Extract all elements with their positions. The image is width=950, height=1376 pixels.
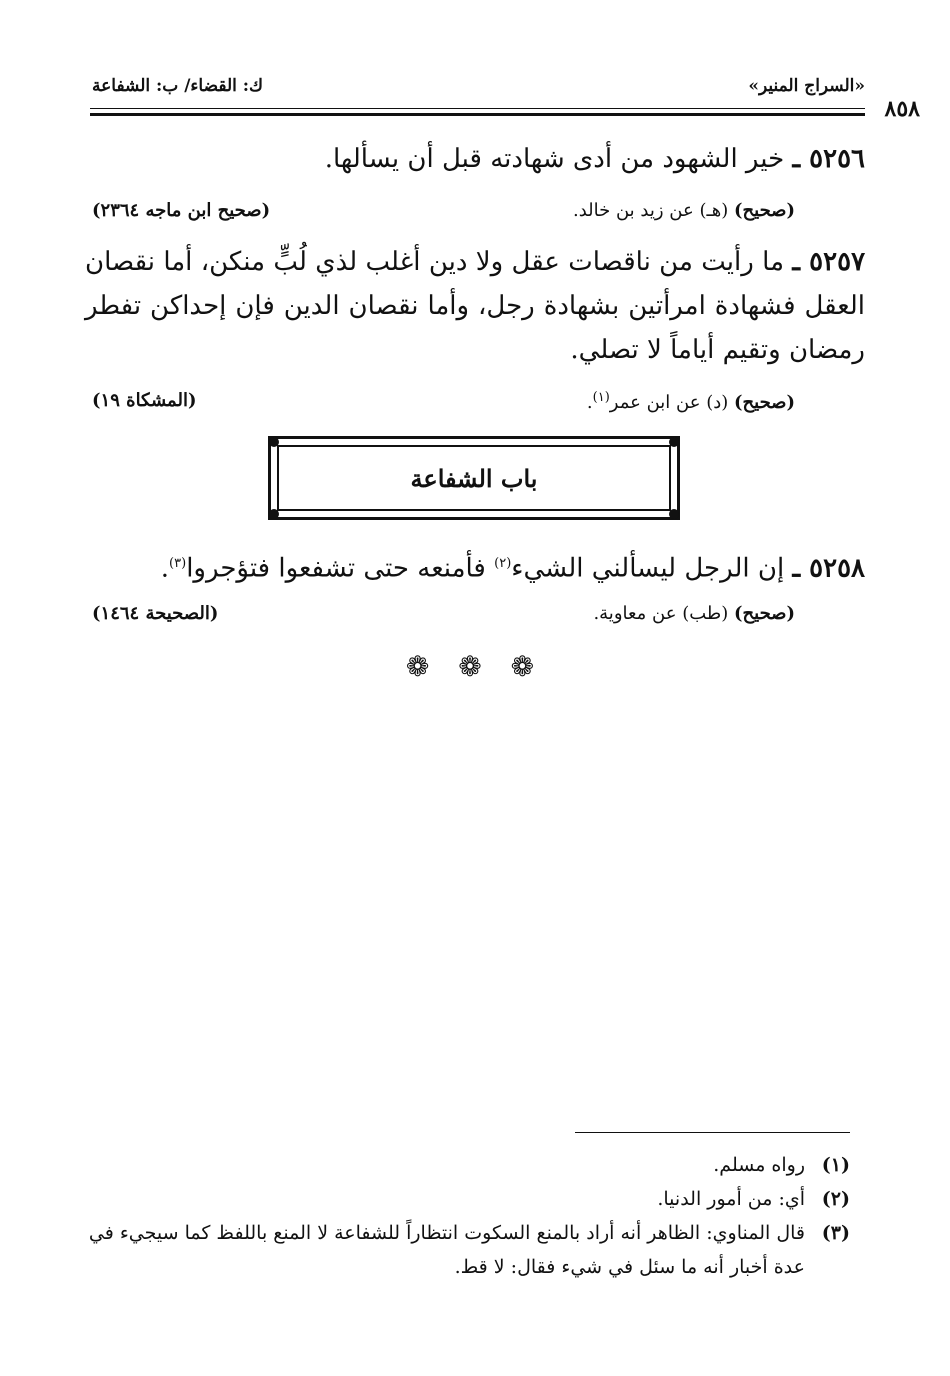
chapter-heading-frame	[268, 436, 680, 520]
hadith-5256-source	[92, 200, 865, 226]
source-reference: (الصحيحة ١٤٦٤)	[92, 603, 219, 624]
section-end-ornaments: ❁ ❁ ❁	[405, 650, 545, 683]
footnotes	[80, 1148, 850, 1284]
footnote-marker: (٢)	[494, 556, 512, 571]
frame-corner-ornament	[669, 509, 679, 519]
narration-text: (طب) عن معاوية.	[593, 603, 729, 624]
footnote-marker: (٣)	[169, 556, 187, 571]
footnote-number: (١)	[821, 1154, 850, 1176]
hadith-text: ما رأيت من ناقصات عقل ولا دين أغلب لذي لُبٍّ منكن، أما نقصان العقل فشهادة امرأتين بشهادة رجل، وأما نقصان الدين فإن إحداكن تفطر رمضان وتقيم أياماً لا تصلي.	[85, 247, 865, 365]
hadith-text-part2: فأمنعه حتى تشفعوا فتؤجروا	[186, 553, 495, 584]
hadith-number: ٥٢٥٨ ـ	[792, 553, 865, 584]
narration-text: (د) عن ابن عمر	[609, 392, 729, 413]
footnote-number: (٣)	[821, 1222, 850, 1244]
hadith-5256	[85, 137, 865, 181]
hadith-text: خير الشهود من أدى شهادته قبل أن يسألها.	[324, 144, 785, 174]
footnote-separator-rule	[575, 1132, 850, 1133]
frame-corner-ornament	[669, 437, 679, 447]
chapter-title: باب الشفاعة	[410, 463, 538, 493]
hadith-5258-source	[92, 603, 865, 629]
header-rule-thick	[90, 113, 865, 116]
narration-text: (هـ) عن زيد بن خالد.	[572, 200, 729, 221]
hadith-5258	[85, 542, 865, 591]
source-narration	[593, 603, 795, 624]
grade-label: (صحيح)	[734, 200, 795, 221]
hadith-5257-source	[92, 390, 865, 416]
footnote-item	[80, 1148, 850, 1182]
hadith-5257	[85, 240, 865, 372]
hadith-number: ٥٢٥٧ ـ	[792, 247, 866, 277]
frame-corner-ornament	[269, 509, 279, 519]
hadith-text-part1: إن الرجل ليسألني الشيء	[511, 553, 785, 584]
footnote-marker: (١)	[592, 390, 610, 405]
hadith-number: ٥٢٥٦ ـ	[792, 144, 865, 174]
page-number: ٨٥٨	[884, 96, 920, 122]
footnote-number: (٢)	[821, 1188, 850, 1210]
source-reference: (صحيح ابن ماجه ٢٣٦٤)	[92, 200, 271, 221]
header-rule-thin	[90, 108, 865, 109]
footnote-item	[80, 1182, 850, 1216]
footnote-text: قال المناوي: الظاهر أنه أراد بالمنع السكوت انتظاراً للشفاعة لا المنع باللفظ كما سيجيء في عدة أخبار أنه ما سئل في شيء فقال: لا قط.	[88, 1222, 805, 1278]
source-narration	[587, 390, 795, 413]
chapter-heading-inner-frame	[277, 445, 671, 511]
grade-label: (صحيح)	[734, 392, 795, 413]
hadith-text-end: .	[160, 553, 170, 584]
source-reference: (المشكاة ١٩)	[92, 390, 197, 411]
footnote-item	[80, 1216, 850, 1284]
narration-end: .	[586, 392, 593, 413]
footnote-text: أي: من أمور الدنيا.	[657, 1188, 805, 1210]
grade-label: (صحيح)	[734, 603, 795, 624]
source-narration	[573, 200, 795, 221]
running-header-book-title: «السراج المنير»	[748, 76, 865, 96]
running-header-section: ك: القضاء/ ب: الشفاعة	[92, 76, 264, 96]
frame-corner-ornament	[269, 437, 279, 447]
footnote-text: رواه مسلم.	[713, 1154, 805, 1176]
